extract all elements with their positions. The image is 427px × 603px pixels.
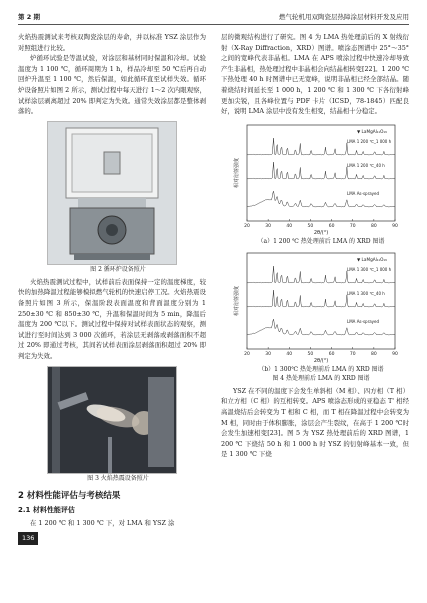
paragraph: 在 1 200 ℃ 和 1 300 ℃ 下，对 LMA 和 YSZ 涂 — [30, 518, 175, 527]
figure-2-photo — [47, 121, 177, 265]
figure-3-caption: 图 3 火焰热震设备照片 — [87, 474, 149, 482]
x-axis-label: 2θ/(°) — [313, 229, 329, 236]
issue-label: 第 2 期 — [18, 13, 41, 21]
x-tick-label: 70 — [349, 351, 356, 357]
x-tick-label: 60 — [328, 351, 335, 357]
figure-3-photo — [47, 366, 177, 474]
x-tick-label: 70 — [349, 223, 356, 229]
x-axis-label: 2θ/(°) — [313, 357, 329, 364]
paragraph: 火焰热震测试来考核双陶瓷涂层的寿命，并以标准 YSZ 涂层作为对照组进行比较。 — [18, 33, 206, 52]
x-tick-label: 90 — [392, 351, 398, 357]
phase-marker-label: ▼ LaMgAl₁₁O₁₉ — [357, 128, 387, 134]
series-label: LMA 1 200 ℃_40 h — [347, 162, 385, 168]
x-tick-label: 60 — [328, 223, 335, 229]
x-tick-label: 50 — [307, 351, 314, 357]
figure-4-caption: 图 4 热处理前后 LMA 的 XRD 图谱 — [272, 374, 370, 382]
x-tick-label: 20 — [244, 351, 250, 357]
xrd-chart-a — [231, 121, 399, 237]
figure-4b-chart — [231, 249, 399, 365]
running-header — [18, 10, 409, 24]
page-number: 136 — [18, 532, 38, 545]
series-label: LMA As-sprayed — [347, 318, 380, 324]
paragraph: 火焰热震测试过程中，试样前后表面保持一定的温度梯度，较快的加热降温过程能够模拟燃气轮机的快速启停工况。火焰热震设备照片如图 3 所示，保温阶段表面温度和背面温度分别为 1 250±30 ℃ 和 850±30 ℃，升温和保温时间为 5 min，降温后温度为 200 ℃以下。测试过程中保持对试样表面状态的观察，测试进行至时间达到 3 000 次循环，若涂层无剥落或剥落面积不超过 20% 即通过考核，其间若试样表面涂层剥落面积超过 20% 即判定为失效。 — [18, 277, 206, 360]
x-tick-label: 30 — [265, 351, 272, 357]
figure-4b-caption: （b）1 300℃ 热处理前后 LMA 的 XRD 图谱 — [258, 365, 384, 373]
x-tick-label: 40 — [286, 223, 293, 229]
section-2-title: 2 材料性能评估与考核结果 — [18, 490, 121, 501]
x-tick-label: 50 — [307, 223, 314, 229]
cycling-furnace-illustration — [48, 122, 176, 264]
series-label: LMA 1 300 ℃_40 h — [347, 290, 385, 296]
series-label: LMA 1 200 ℃_1 000 h — [347, 138, 392, 144]
flame-thermal-shock-illustration — [48, 367, 176, 473]
phase-marker-label: ▼ LaMgAl₁₁O₁₉ — [357, 256, 387, 262]
x-tick-label: 20 — [244, 223, 250, 229]
xrd-chart-b — [231, 249, 399, 365]
paragraph: YSZ 在不同的温度下会发生单斜相（M 相）、四方相（T 相）和立方相（C 相）的互相转变。APS 喷涂态形成的亚稳态 T' 相经高温烧结后会转变为 T 相和 C 相，而 T 相在降温过程中会转变为 M 相，同时由于体积膨胀，涂层会产生裂纹，在高于 1 200 ℃时会发生加速相变[23]。图 5 为 YSZ 热处理前后的 XRD 图谱，1 200 ℃ 下烧结 50 h 和 1 000 h 时 YSZ 的衍射峰基本一致，但是 1 300 ℃ 下烧 — [221, 386, 409, 459]
y-axis-label: 相对衍射强度 — [234, 157, 240, 188]
x-tick-label: 80 — [370, 351, 377, 357]
x-tick-label: 80 — [370, 223, 377, 229]
running-title: 燃气轮机用双陶瓷层热障涂层材料开发及应用 — [279, 13, 409, 21]
figure-4a-caption: （a）1 200 ℃ 热处理前后 LMA 的 XRD 图谱 — [257, 237, 385, 245]
section-2-1-title: 2.1 材料性能评估 — [18, 506, 75, 515]
right-column — [221, 32, 409, 460]
x-tick-label: 90 — [392, 223, 398, 229]
series-label: LMA As-sprayed — [347, 190, 380, 196]
y-axis-label: 相对衍射强度 — [234, 285, 240, 316]
figure-4a-chart — [231, 121, 399, 237]
x-tick-label: 30 — [265, 223, 272, 229]
figure-2-caption: 图 2 循环炉设备照片 — [90, 265, 146, 273]
header-rule — [18, 24, 409, 25]
left-column — [18, 32, 206, 545]
x-tick-label: 40 — [286, 351, 293, 357]
series-label: LMA 1 300 ℃_1 000 h — [347, 266, 392, 272]
paragraph: 炉循环试验是等温试验，对涂层和基材同时保温和冷却。试验温度为 1 100 ℃，循环周期为 1 h，样品冷却至 50 ℃后再自动回炉升温至 1 100 ℃，然后保温，如此循环直至试样失效。循环炉设备照片如图 2 所示，测试过程中每天进行 1～2 次内眼观察，试样涂层剥离超过 20% 即判定为失效。通常失效涂层都是整体剥落的。 — [18, 54, 206, 116]
paragraph: 层的微观结构进行了研究。图 4 为 LMA 热处理前后的 X 射线衍射（X-Ray Diffraction，XRD）图谱。喷涂态图谱中 25°～35°之间的宽峰代表非晶相。LMA 在 APS 喷涂过程中快速冷却导致产生非晶相，热处理过程中非晶相会向结晶相转变[22]。1 200 ℃ 下热处理 40 h 时图谱中已无宽峰，说明非晶相已经全部结晶。随着烧结时间延长至 1 000 h，1 200 ℃ 和 1 300 ℃ 下各衍射峰更加尖锐，且各峰位置与 PDF 卡片（ICSD，78-1845）匹配良好，说明 LMA 涂层中没有发生相变，结晶相十分稳定。 — [221, 33, 409, 116]
